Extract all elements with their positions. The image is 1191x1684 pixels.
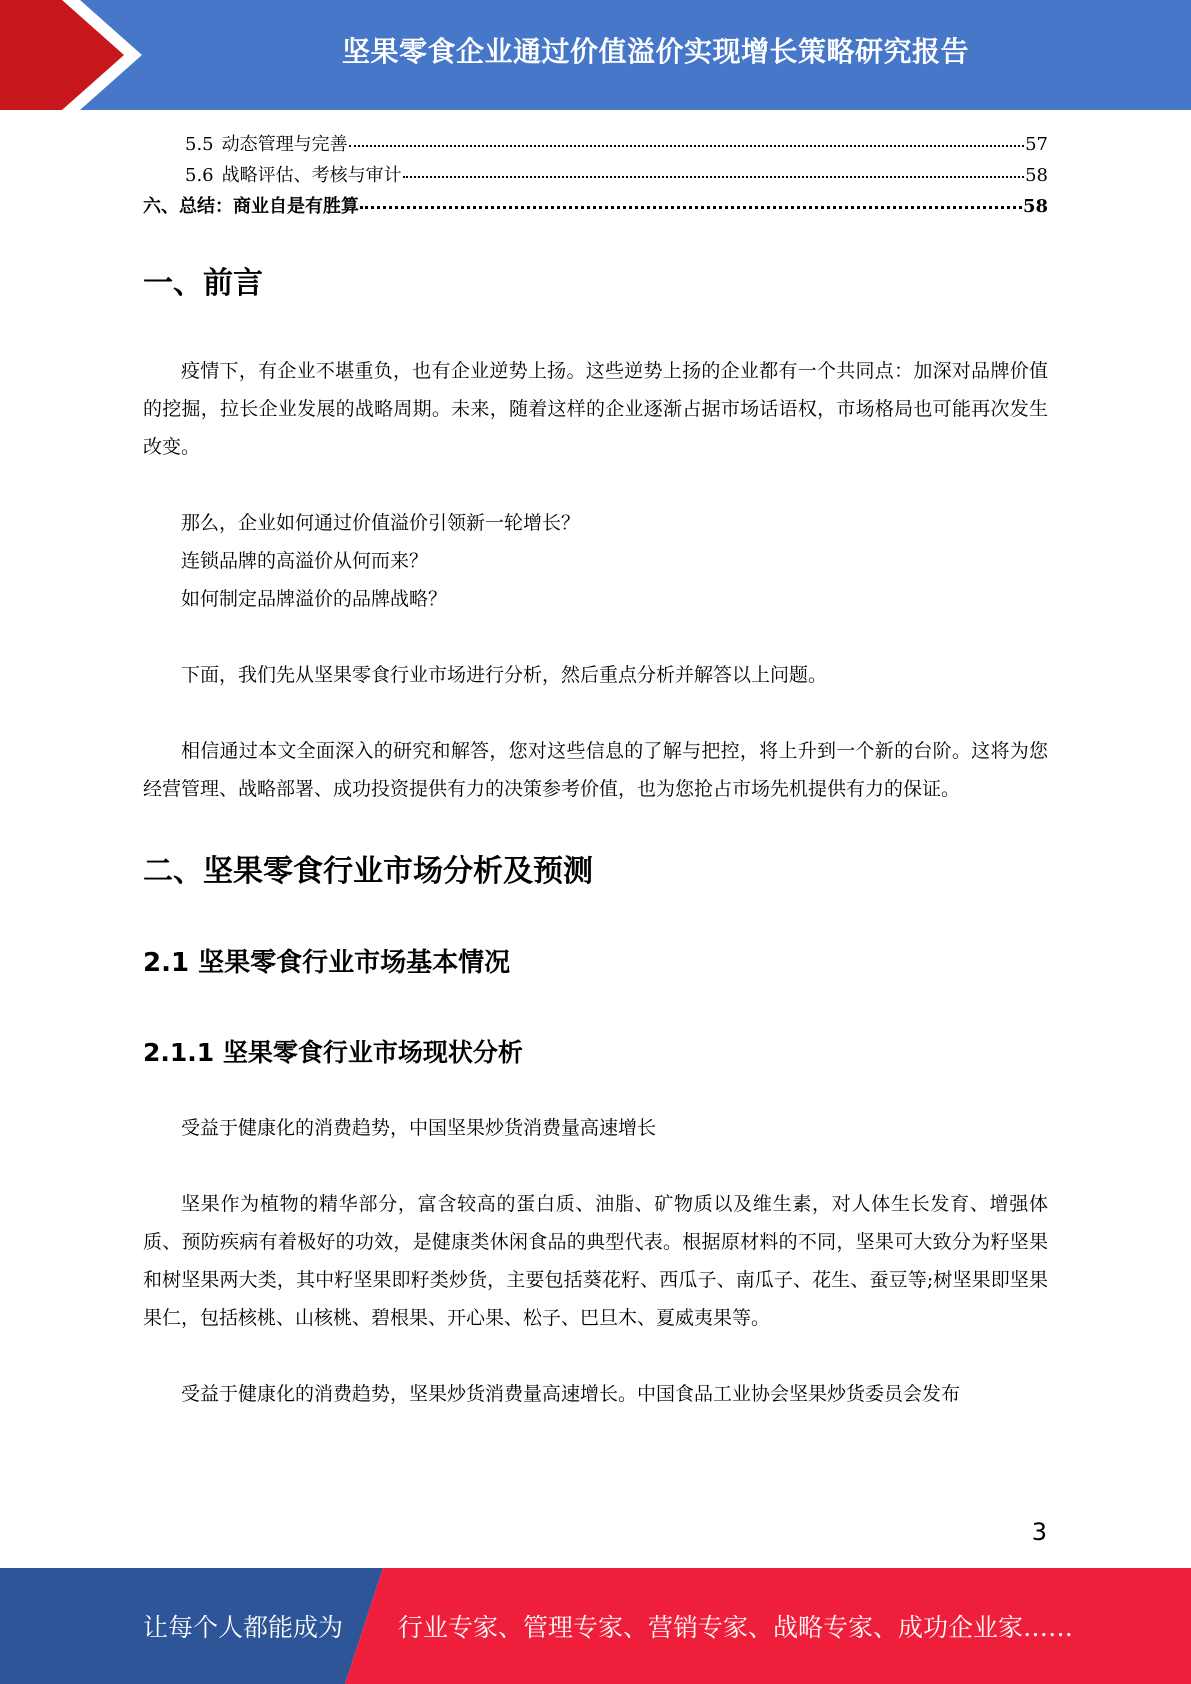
document-body [143, 258, 1048, 1413]
page-number: 3 [1031, 1518, 1047, 1546]
paragraph: 受益于健康化的消费趋势，中国坚果炒货消费量高速增长 [181, 1117, 657, 1139]
toc-leader [403, 176, 1024, 178]
paragraph: 疫情下，有企业不堪重负，也有企业逆势上扬。这些逆势上扬的企业都有一个共同点：加深对品牌价值的挖掘，拉长企业发展的战略周期。未来，随着这样的企业逐渐占据市场话语权，市场格局也可能再次发生改变。 [143, 360, 1048, 458]
header-arrow-icon [0, 0, 160, 110]
section-heading-market: 二、坚果零食行业市场分析及预测 [143, 854, 593, 889]
toc-number: 5.5 [185, 134, 214, 155]
toc-entry[interactable] [143, 192, 1048, 223]
header-banner [0, 0, 1191, 110]
table-of-contents [143, 130, 1048, 223]
paragraph: 受益于健康化的消费趋势，坚果炒货消费量高速增长。中国食品工业协会坚果炒货委员会发布 [181, 1383, 961, 1405]
toc-page: 58 [1022, 196, 1048, 217]
question-item: 连锁品牌的高溢价从何而来？ [181, 550, 429, 572]
paragraph: 下面，我们先从坚果零食行业市场进行分析，然后重点分析并解答以上问题。 [181, 664, 828, 686]
paragraph: 相信通过本文全面深入的研究和解答，您对这些信息的了解与把控，将上升到一个新的台阶。这将为您经营管理、战略部署、成功投资提供有力的决策参考价值，也为您抢占市场先机提供有力的保证。 [143, 740, 1048, 800]
subsection-heading: 2.1 坚果零食行业市场基本情况 [143, 948, 511, 978]
toc-page: 57 [1025, 134, 1048, 155]
footer-slogan-left: 让每个人都能成为 [143, 1613, 344, 1642]
toc-number: 5.6 [185, 165, 214, 186]
toc-leader [349, 145, 1024, 147]
question-item: 那么，企业如何通过价值溢价引领新一轮增长？ [181, 512, 581, 534]
footer-slogan-right: 行业专家、管理专家、营销专家、战略专家、成功企业家…… [398, 1613, 1074, 1642]
toc-label: 六、总结：商业自是有胜算 [143, 196, 359, 217]
toc-page: 58 [1025, 165, 1048, 186]
footer-banner [0, 1568, 1191, 1684]
subsubsection-heading: 2.1.1 坚果零食行业市场现状分析 [143, 1038, 523, 1067]
section-heading-preface: 一、前言 [143, 266, 263, 301]
toc-label: 动态管理与完善 [221, 134, 348, 155]
toc-leader [360, 206, 1022, 209]
question-item: 如何制定品牌溢价的品牌战略？ [181, 588, 448, 610]
toc-entry[interactable] [143, 130, 1048, 161]
toc-label: 战略评估、考核与审计 [221, 165, 402, 186]
toc-entry[interactable] [143, 161, 1048, 192]
paragraph: 坚果作为植物的精华部分，富含较高的蛋白质、油脂、矿物质以及维生素，对人体生长发育、增强体质、预防疾病有着极好的功效，是健康类休闲食品的典型代表。根据原材料的不同，坚果可大致分为籽坚果和树坚果两大类，其中籽坚果即籽类炒货，主要包括葵花籽、西瓜子、南瓜子、花生、蚕豆等;树坚果即坚果果仁，包括核桃、山核桃、碧根果、开心果、松子、巴旦木、夏威夷果等。 [143, 1193, 1048, 1329]
report-title: 坚果零食企业通过价值溢价实现增长策略研究报告 [341, 35, 969, 68]
